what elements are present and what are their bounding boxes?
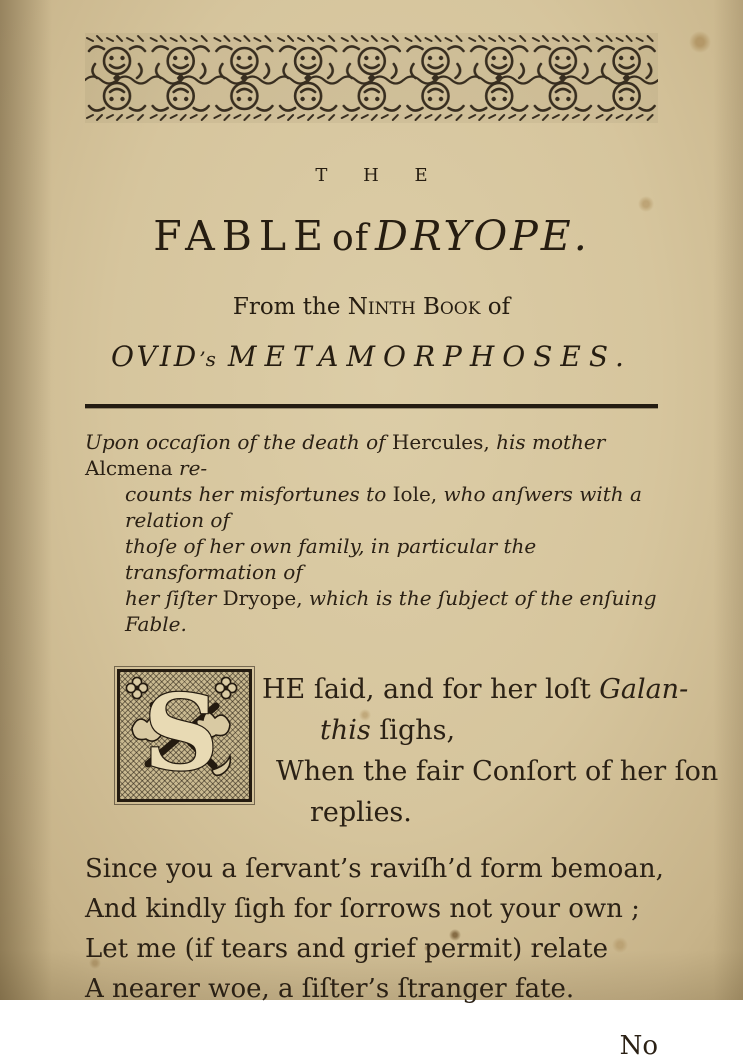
argument-paragraph bbox=[85, 429, 658, 637]
poem-line: HE ſaid, and for her loſt Galan- bbox=[262, 674, 689, 705]
initial-art bbox=[120, 672, 243, 793]
argument-line: Upon occaſion of the death of Hercules, his mother Alcmena re- bbox=[85, 430, 606, 480]
ovid-name: OVID bbox=[111, 340, 200, 373]
poem-line: replies. bbox=[310, 797, 412, 828]
quatrefoil-flower-right bbox=[215, 677, 236, 698]
poem-line: this ſighs, bbox=[320, 715, 456, 746]
metamorphoses: METAMORPHOSES. bbox=[227, 340, 632, 373]
catchword: No bbox=[619, 1031, 658, 1061]
title-dryope: DRYOPE. bbox=[375, 212, 590, 260]
argument-line: her ſiſter Dryope, which is the ſubject of the enſuing Fable. bbox=[125, 586, 657, 636]
woodcut-initial-S bbox=[117, 669, 252, 802]
subtitle-ovid-metamorphoses: OVID’s METAMORPHOSES. bbox=[111, 340, 632, 373]
poem-body bbox=[85, 849, 664, 1009]
page-title bbox=[85, 212, 658, 260]
title-fable: FABLE bbox=[153, 212, 331, 260]
svg-text:S: S bbox=[143, 672, 219, 793]
headpiece-ornament bbox=[85, 33, 658, 123]
headpiece-ornament-art bbox=[85, 33, 658, 123]
poem-line: A nearer woe, a ſiſter’s ſtranger fate. bbox=[85, 974, 575, 1004]
poem-line: When the fair Conſort of her ſon bbox=[276, 756, 719, 787]
poem-line: And kindly ſigh for ſorrows not your own ; bbox=[85, 894, 640, 924]
argument-line: thoſe of her own family, in particular the transformation of bbox=[125, 534, 537, 584]
argument-line: counts her misfortunes to Iole, who anſwers with a relation of bbox=[125, 482, 642, 532]
half-title-the: T H E bbox=[315, 165, 443, 186]
title-of: of bbox=[332, 218, 370, 259]
section-rule bbox=[85, 404, 658, 408]
poem-opening-lines bbox=[262, 669, 718, 833]
poem-line: Let me (if tears and grief permit) relate bbox=[85, 934, 608, 964]
poem-line: Since you a ſervant’s raviſh’d form bemoan, bbox=[85, 854, 664, 884]
poem-opening bbox=[85, 669, 719, 833]
subtitle-from-ninth-book: From the NINTH BOOK of bbox=[232, 294, 511, 320]
